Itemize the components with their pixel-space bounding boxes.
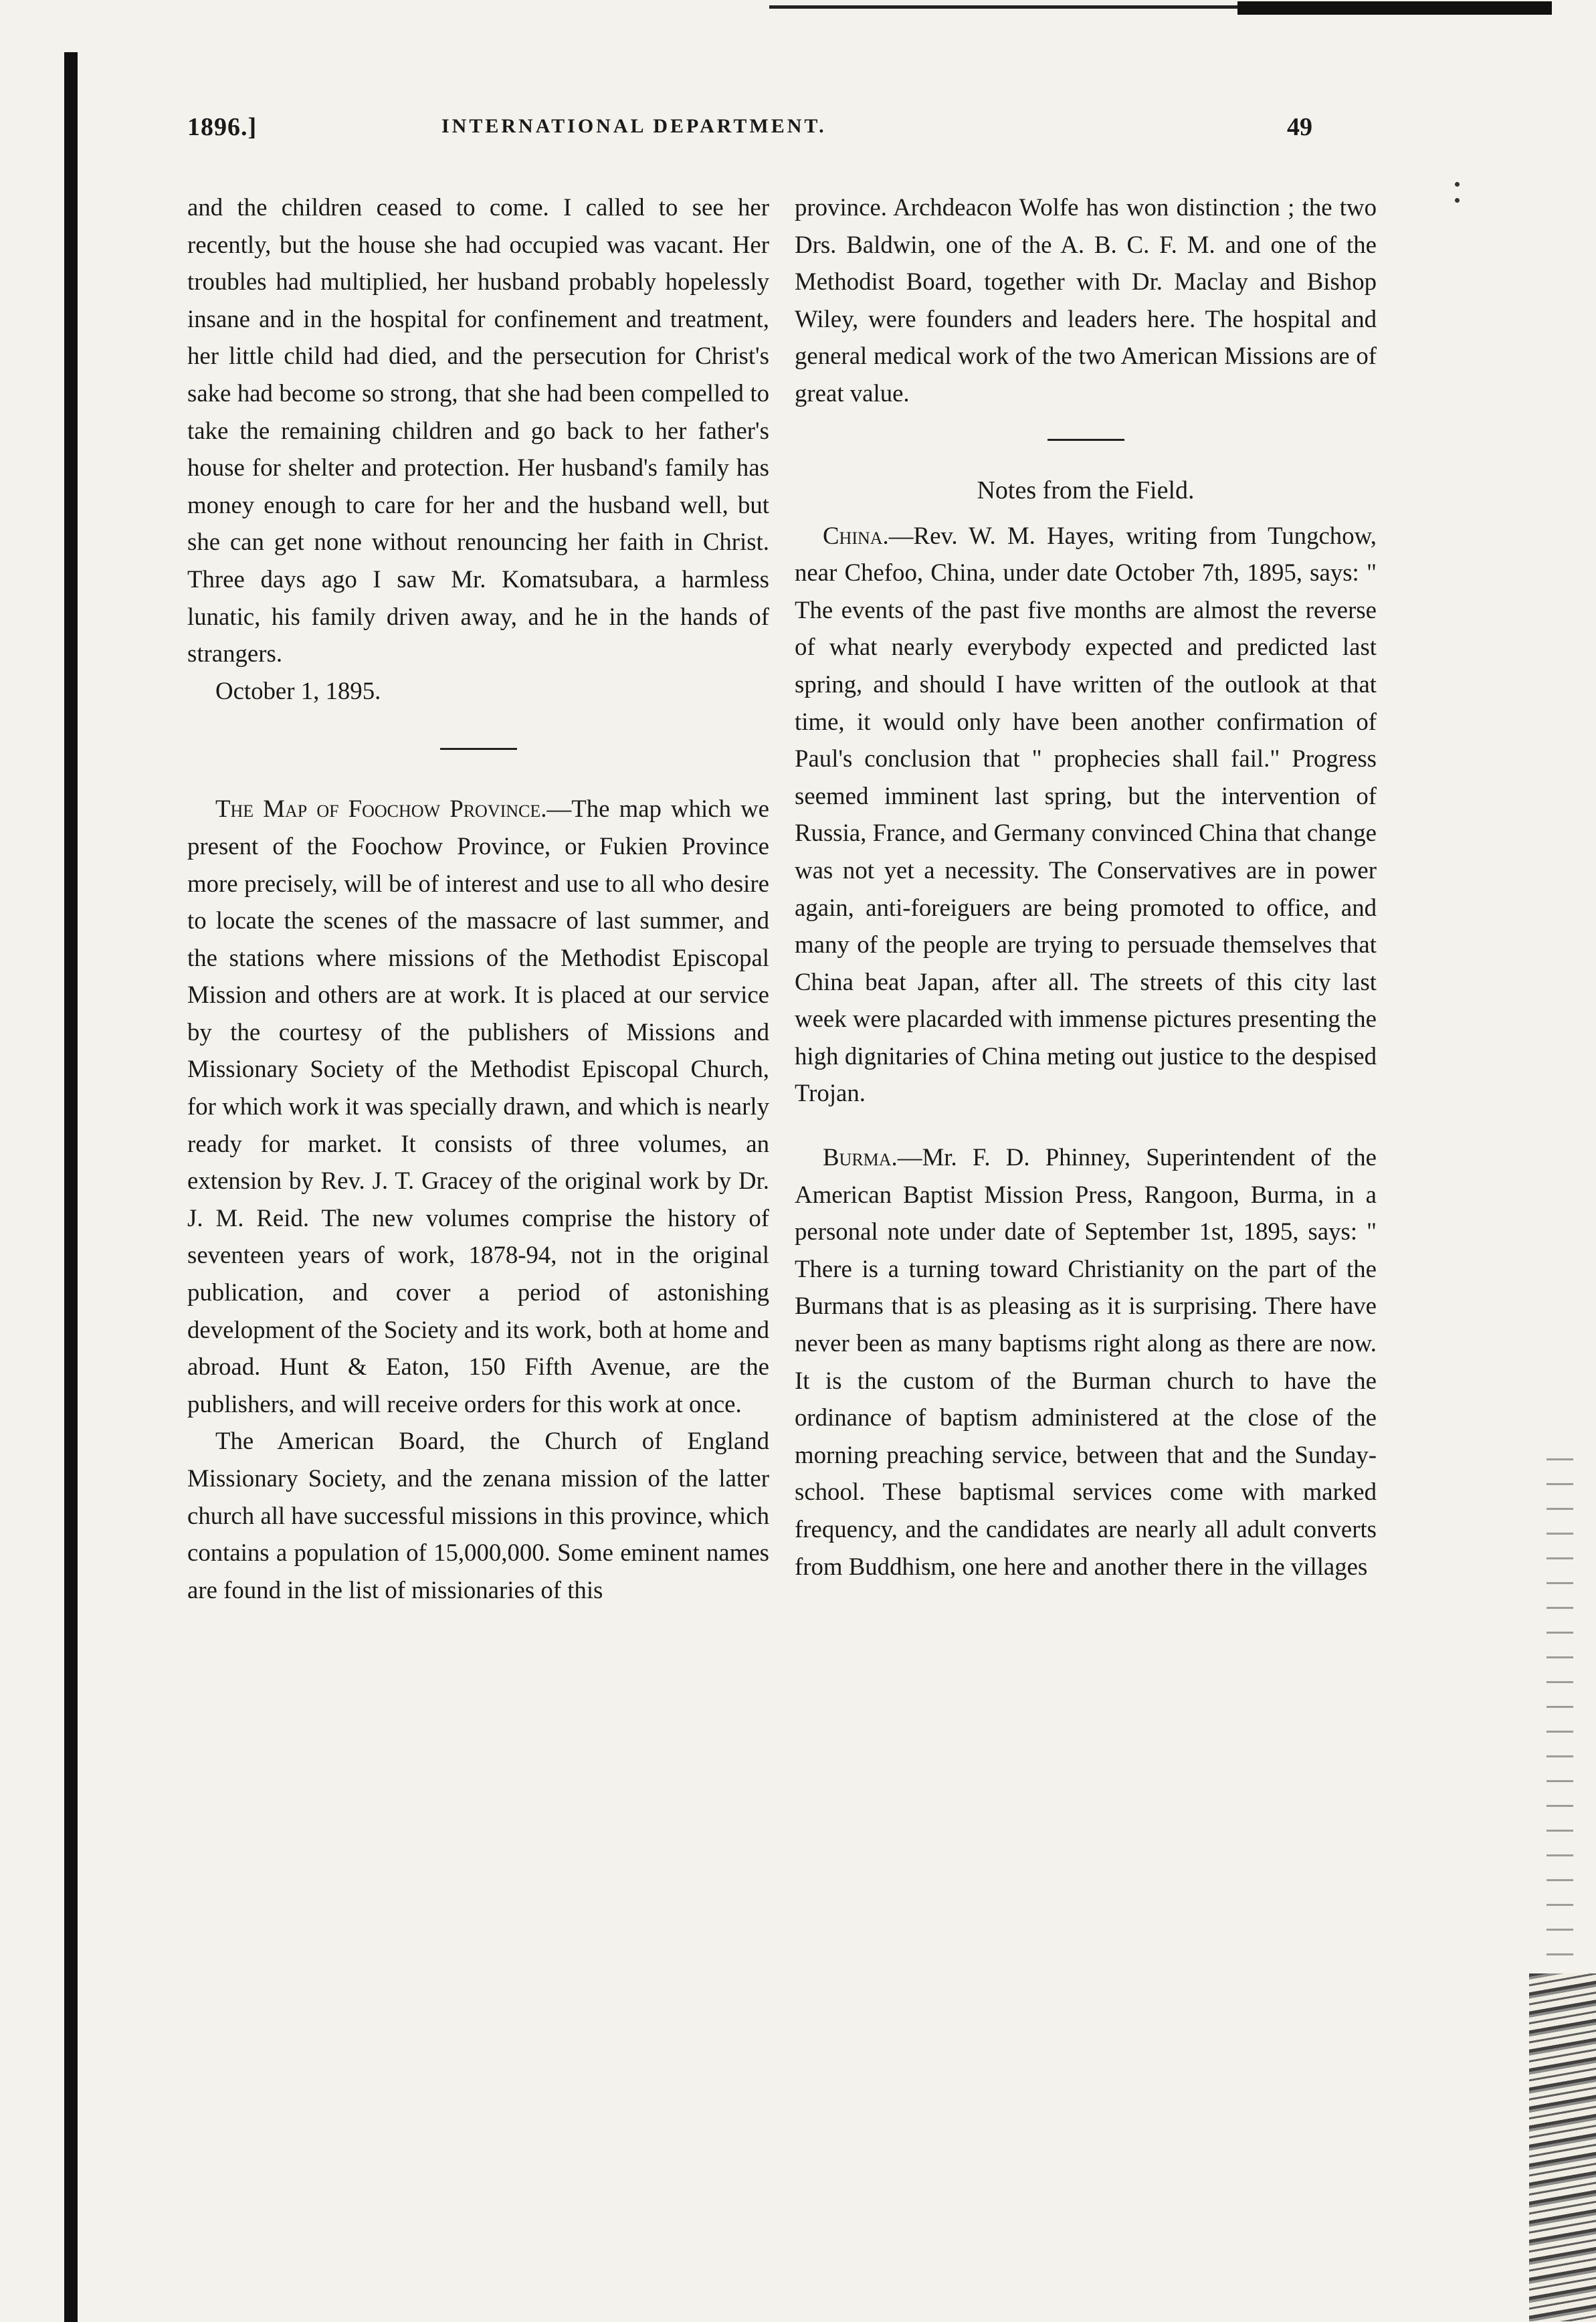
left-paragraph-continued: and the children ceased to come. I called to see her recently, but the house she had occupied was vacant. Her troubles had multiplied, her husband probably hopelessly insane and in the hospital for confinement and treatment, her little child had died, and the persecution for Christ's sake had become so strong, that she had been compelled to take the remaining children and go back to her father's house for shelter and protection. Her husband's family has money enough to care for her and the husband well, but she can get none without renouncing her faith in Christ. Three days ago I saw Mr. Komatsubara, a harmless lunatic, his family driven away, and he in the hands of strangers. xyxy=(187,193,769,668)
scan-edge-dots xyxy=(1547,1458,1573,1967)
burma-note xyxy=(795,1139,1377,1585)
scan-speck xyxy=(1455,182,1460,187)
scan-speck xyxy=(1455,198,1460,203)
american-board-paragraph: The American Board, the Church of England Missionary Society, and the zenana mission of the latter church all have successful missions in this province, which contains a population of 15,000,000. Some eminent names are found in the list of missionaries of this xyxy=(187,1427,769,1604)
running-header xyxy=(187,112,1332,153)
paragraph-gap xyxy=(795,1112,1377,1139)
burma-label: Burma. xyxy=(823,1143,898,1171)
header-year: 1896.] xyxy=(187,113,258,141)
map-paragraph-label: The Map of Foochow Province.— xyxy=(215,795,572,823)
scan-top-rule-heavy xyxy=(1237,1,1552,15)
china-label: China. xyxy=(823,521,889,549)
page-number: 49 xyxy=(1287,113,1312,141)
scan-binding-shadow xyxy=(64,52,78,2322)
section-separator xyxy=(1048,439,1124,441)
section-heading: Notes from the Field. xyxy=(977,476,1195,504)
right-paragraph-continued: province. Archdeacon Wolfe has won distinction ; the two Drs. Baldwin, one of the A. B. C. F. M. and one of the Methodist Board, together with Dr. Maclay and Bishop Wiley, were founders and leaders here. The hospital and general medical work of the two American Missions are of great value. xyxy=(795,193,1377,407)
burma-text: —Mr. F. D. Phinney, Superintendent of the American Baptist Mission Press, Rangoon, Burma, in a personal note under date of September 1st, 1895, says: " There is a turning toward Christianity on the part of the Burmans that is as pleasing as it is surprising. There have never been as many baptisms right along as there are now. It is the custom of the Burman church to have the ordinance of baptism administered at the close of the morning preaching service, between that and the Sunday-school. These baptismal services come with marked frequency, and the candidates are nearly all adult converts from Buddhism, one here and another there in the villages xyxy=(795,1143,1377,1580)
china-text: —Rev. W. M. Hayes, writing from Tungchow, near Chefoo, China, under date October 7th, 1895, says: " The events of the past five months are almost the reverse of what nearly everybody expected and predicted last spring, and should I have written of the outlook at that time, it would only have been another confirmation of Paul's conclusion that " prophecies shall fail." Progress seemed imminent last spring, but the intervention of Russia, France, and Germany convinced China that change was not yet a necessity. The Conservatives are in power again, anti-foreiguers are being promoted to office, and many of the people are trying to persuade themselves that China beat Japan, after all. The streets of this city last week were placarded with immense pictures presenting the high dignitaries of China meting out justice to the despised Trojan. xyxy=(795,521,1377,1107)
right-column xyxy=(795,189,1377,1585)
left-column xyxy=(187,189,769,1608)
map-paragraph-text: The map which we present of the Foochow Province, or Fukien Province more precisely, will be of interest and use to all who desire to locate the scenes of the massacre of last summer, and the stations where missions of the Methodist Episcopal Mission and others are at work. It is placed at our service by the courtesy of the publishers of Missions and Missionary Society of the Methodist Episcopal Church, for which work it was specially drawn, and which is nearly ready for market. It consists of three volumes, an extension by Rev. J. T. Gracey of the original work by Dr. J. M. Reid. The new volumes comprise the history of seventeen years of work, 1878-94, not in the original publication, and cover a period of astonishing development of the Society and its work, both at home and abroad. Hunt & Eaton, 150 Fifth Avenue, are the publishers, and will receive orders for this work at once. xyxy=(187,795,769,1418)
scan-edge-texture xyxy=(1529,1973,1596,2321)
map-paragraph xyxy=(187,790,769,1422)
letter-date: October 1, 1895. xyxy=(215,676,381,704)
china-note xyxy=(795,517,1377,1112)
header-title: INTERNATIONAL DEPARTMENT. xyxy=(441,115,827,137)
section-separator xyxy=(440,748,517,750)
